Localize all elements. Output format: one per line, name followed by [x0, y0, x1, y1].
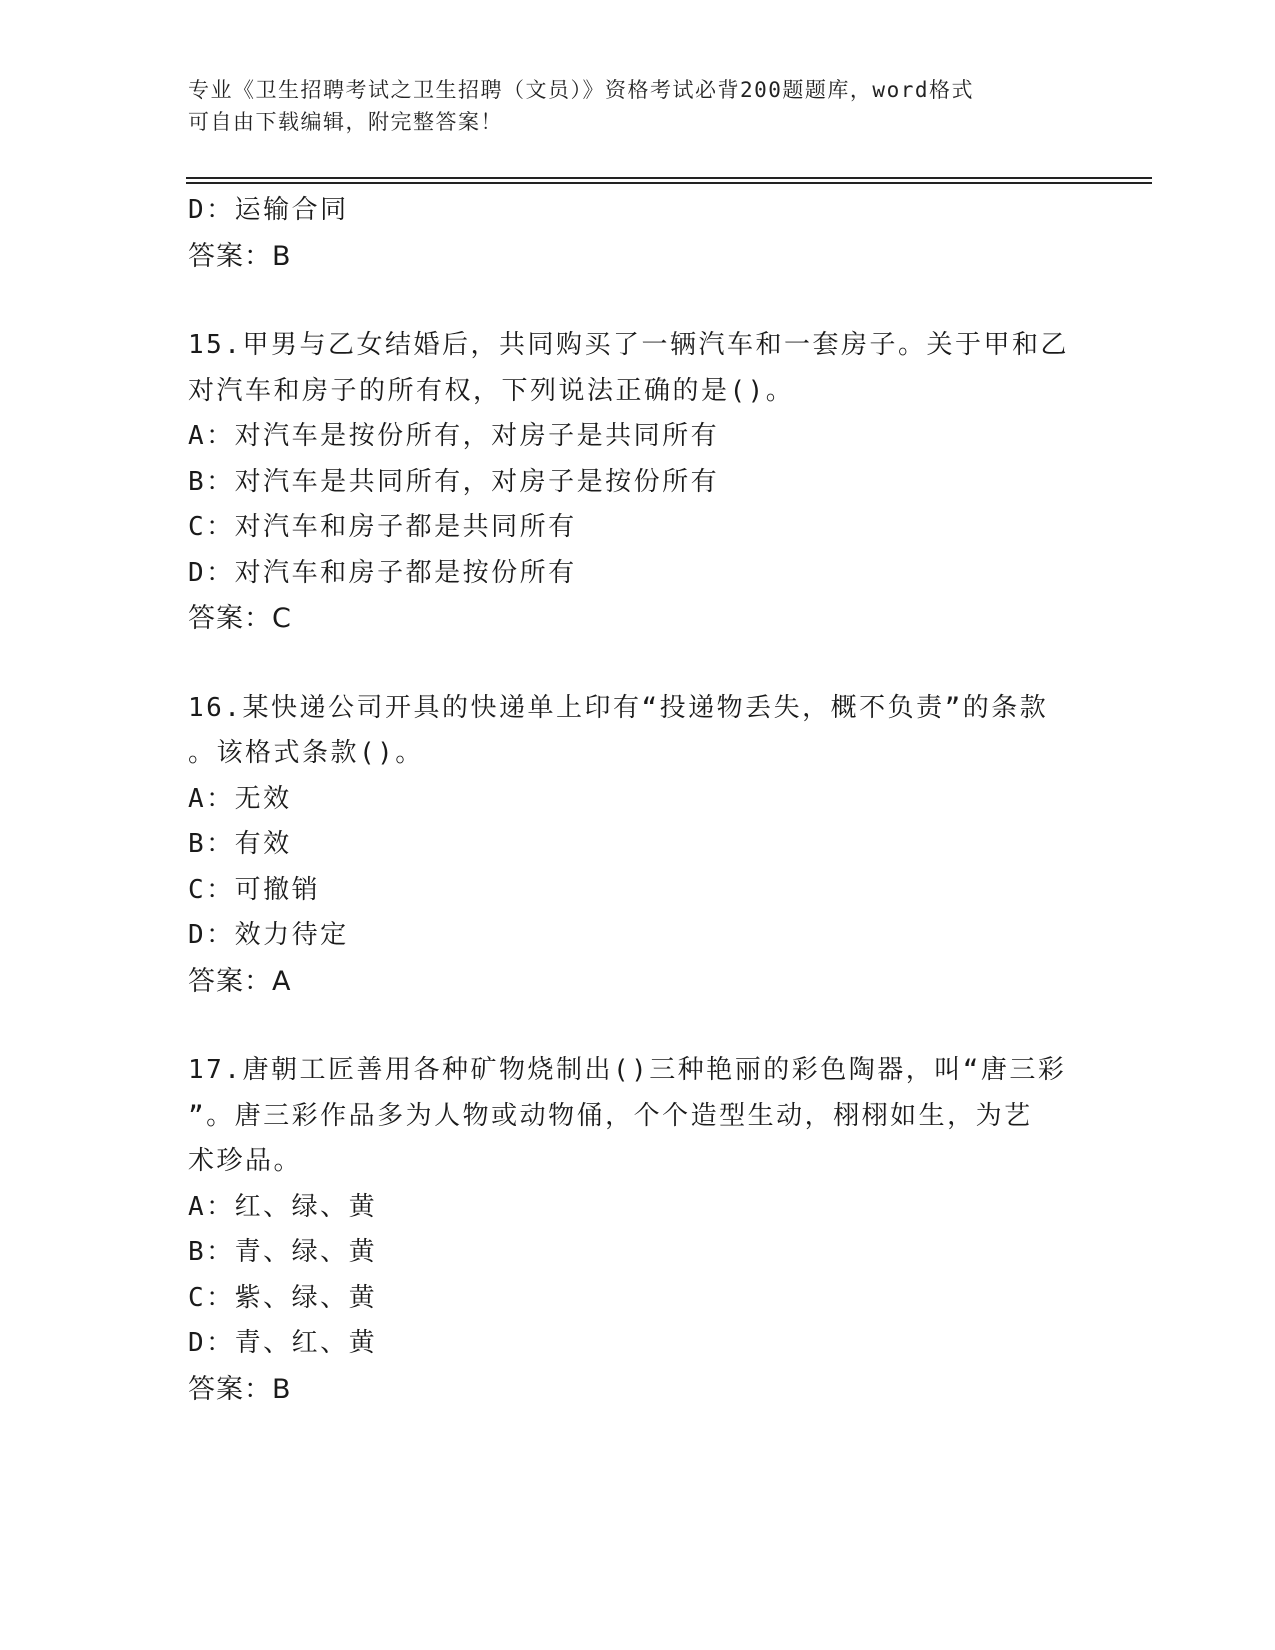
- option-d: D：对汽车和房子都是按份所有: [188, 557, 577, 588]
- question-15: [188, 323, 1078, 642]
- question-text-line: 。该格式条款()。: [188, 738, 424, 768]
- question-list: [188, 188, 1078, 1412]
- answer-line: 答案：A: [188, 965, 292, 997]
- answer-line: 答案：B: [188, 240, 292, 272]
- question-text-line: 17.唐朝工匠善用各种矿物烧制出()三种艳丽的彩色陶器，叫“唐三彩: [188, 1055, 1067, 1085]
- option-a: A：红、绿、黄: [188, 1191, 378, 1222]
- answer-line: 答案：C: [188, 603, 292, 634]
- question-text-line: 16.某快递公司开具的快递单上印有“投递物丢失，概不负责”的条款: [188, 692, 1049, 723]
- question-text-line: ”。唐三彩作品多为人物或动物俑，个个造型生动，栩栩如生，为艺: [188, 1100, 1033, 1131]
- question-text-line: 对汽车和房子的所有权，下列说法正确的是()。: [188, 375, 795, 406]
- header-title-line-2: 可自由下载编辑，附完整答案！: [188, 110, 503, 134]
- option-a: A：对汽车是按份所有，对房子是共同所有: [188, 421, 720, 451]
- answer-line: 答案：B: [188, 1373, 292, 1405]
- option-d: D：运输合同: [188, 195, 349, 225]
- document-header: [188, 74, 1068, 138]
- question-16: [188, 686, 1078, 1005]
- header-divider-secondary: [186, 182, 1152, 184]
- option-d: D：青、红、黄: [188, 1328, 378, 1358]
- question-text-line: 术珍品。: [188, 1146, 303, 1176]
- option-d: D：效力待定: [188, 920, 349, 950]
- option-c: C：可撤销: [188, 874, 321, 905]
- option-c: C：对汽车和房子都是共同所有: [188, 512, 577, 542]
- option-b: B：青、绿、黄: [188, 1237, 378, 1267]
- option-b: B：对汽车是共同所有，对房子是按份所有: [188, 466, 720, 497]
- header-divider: [186, 177, 1152, 179]
- option-c: C：紫、绿、黄: [188, 1282, 378, 1313]
- option-a: A：无效: [188, 783, 292, 814]
- question-text-line: 15.甲男与乙女结婚后，共同购买了一辆汽车和一套房子。关于甲和乙: [188, 330, 1069, 360]
- carryover-question: [188, 188, 1078, 279]
- header-title-line-1: 专业《卫生招聘考试之卫生招聘（文员）》资格考试必背200题题库，word格式: [188, 78, 974, 102]
- question-17: [188, 1048, 1078, 1412]
- option-b: B：有效: [188, 829, 292, 859]
